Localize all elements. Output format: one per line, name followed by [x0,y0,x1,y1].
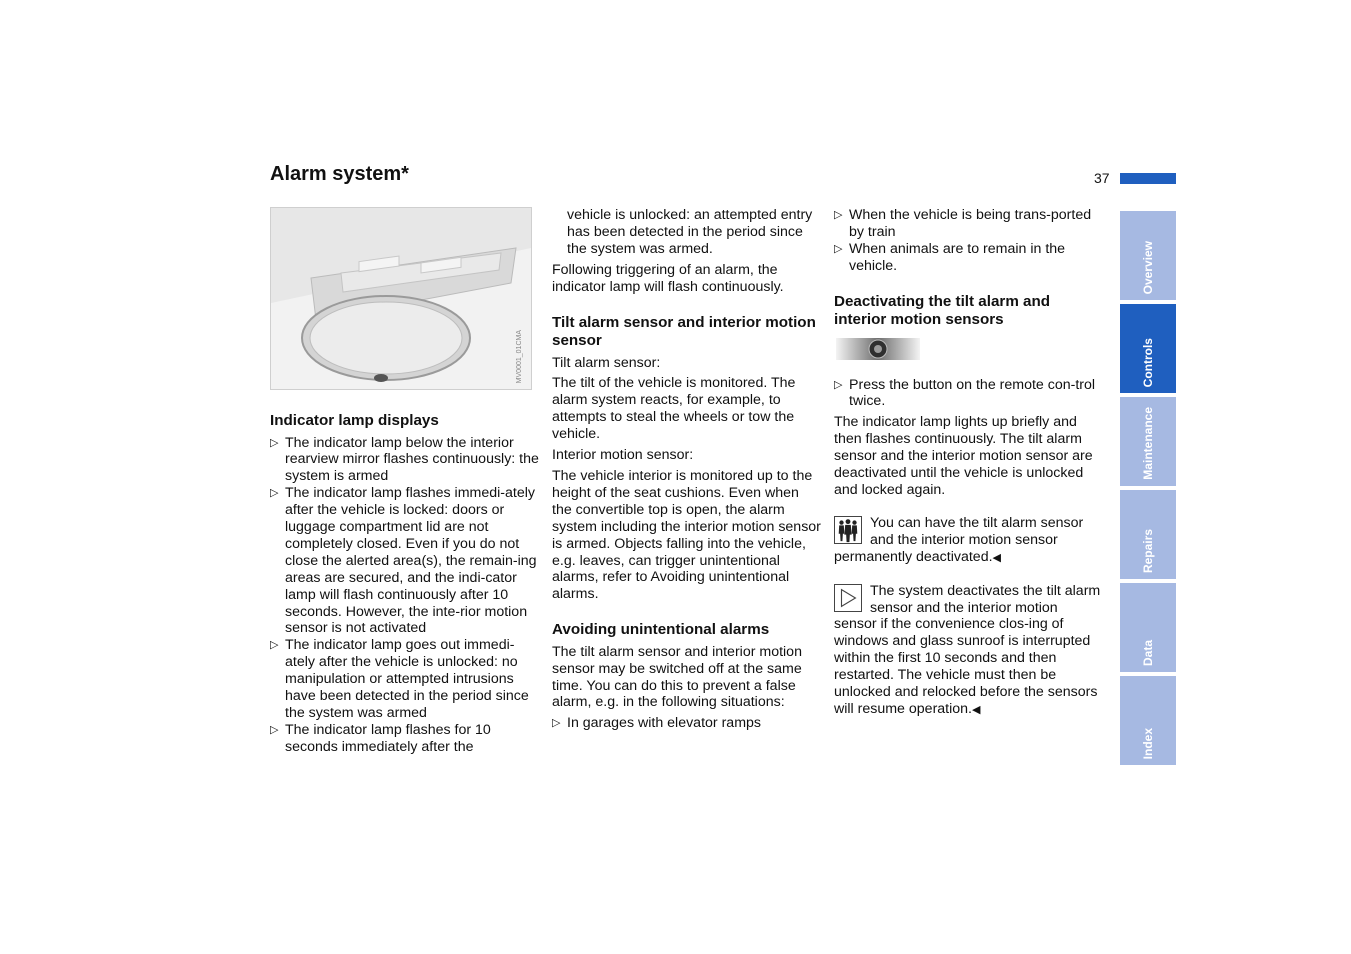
page-number-bar [1120,173,1176,184]
paragraph-tilt-sensor: The tilt of the vehicle is monitored. The alarm system reacts, for example, to attempts to steal the wheels or tow the vehicle. [552,375,796,443]
tab-data[interactable] [1120,583,1176,672]
tab-label: Maintenance [1141,407,1155,480]
rearview-mirror-illustration [270,207,532,390]
column-2 [552,207,822,736]
heading-tilt-alarm-sensor: Tilt alarm sensor and interior motion sensor [552,313,816,350]
figure-code: MV0001_01CMA [516,329,524,383]
list-item-continuation: vehicle is unlocked: an attempted entry has been detected in the period since the system was armed. [567,207,813,257]
page-number: 37 [1094,170,1110,186]
tab-label: Controls [1141,337,1155,387]
note-auto-deactivation [834,583,1104,719]
tilt-sensor-label: Tilt alarm sensor: [552,354,661,371]
page-title: Alarm system* [270,163,409,185]
list-item: ▷ When animals are to remain in the vehicle. [834,241,1104,275]
list-item: ▷ In garages with elevator ramps [552,715,822,732]
list-item: ▷ The indicator lamp flashes for 10 seconds immediately after the [270,722,540,756]
arrow-triangle-icon [834,584,862,612]
tab-overview[interactable] [1120,211,1176,300]
note-text: The system deactivates the tilt alarm sensor and the interior motion sensor if the convenience clos-ing of windows and glass sunroof is interrupted within the first 10 seconds and then restarted. The vehicle must then be unlocked and relocked before the sensors will resume operation. [834,582,1101,717]
list-item: ▷ Press the button on the remote con-trol twice. [834,377,1104,411]
mirror-figure-svg [271,208,531,389]
tab-label: Overview [1141,240,1155,294]
tab-label: Index [1141,727,1155,759]
note-permanent-deactivation [834,515,1104,567]
list-item: ▷ The indicator lamp goes out immedi-ately after the vehicle is unlocked: no manipulation or attempted intrusions have been detected in the period since the system was armed [270,637,540,722]
situations-list [834,207,1104,275]
tab-label: Repairs [1141,528,1155,573]
paragraph-motion-sensor: The vehicle interior is monitored up to the height of the seat cushions. Even when the convertible top is open, the alarm system including the interior motion sensor is armed. Objects falling into the vehicle, e.g. leaves, can trigger unintentional alarms, refer to Avoiding unintentional alarms. [552,467,821,603]
tab-index[interactable] [1120,676,1176,765]
column-3 [834,207,1104,719]
indicator-list [270,435,540,756]
remote-button-icon [836,338,920,360]
note-text: You can have the tilt alarm sensor and the interior motion sensor permanently deactivated. [834,514,1084,565]
end-mark-icon: ◀ [972,702,981,716]
tab-repairs[interactable] [1120,490,1176,579]
section-tabs [1120,211,1176,769]
people-icon [834,516,862,544]
tab-label: Data [1141,639,1155,666]
heading-avoiding-alarms: Avoiding unintentional alarms [552,621,770,639]
avoid-list [552,715,822,732]
paragraph-indicator-lights: The indicator lamp lights up briefly and then flashes continuously. The tilt alarm sensor and the interior motion sensor are deactivated until the vehicle is unlocked and locked again. [834,414,1093,498]
list-item: ▷ The indicator lamp flashes immedi-ately after the vehicle is locked: doors or luggage compartment lid are not completely closed. Even if you do not close the alerted area(s), the remain-ing areas are secured, and the indi-cator lamp will flash continuously after 10 seconds. However, the inte-rior motion sensor is not activated [270,485,540,637]
heading-indicator-lamp-displays: Indicator lamp displays [270,412,439,429]
list-item: ▷ The indicator lamp below the interior rearview mirror flashes continuously: the system is armed [270,435,540,486]
paragraph-following-trigger: Following triggering of an alarm, the indicator lamp will flash continuously. [552,261,784,295]
tab-maintenance[interactable] [1120,397,1176,486]
motion-sensor-label: Interior motion sensor: [552,447,694,464]
tab-controls[interactable] [1120,304,1176,393]
end-mark-icon: ◀ [992,550,1001,564]
press-list [834,377,1104,411]
column-1 [270,207,540,760]
heading-deactivating-sensors: Deactivating the tilt alarm and interior motion sensors [834,292,1051,329]
paragraph-avoiding-alarms: The tilt alarm sensor and interior motion sensor may be switched off at the same time. You can do this to prevent a false alarm, e.g. in the following situations: [552,643,802,711]
list-item: ▷ When the vehicle is being trans-ported by train [834,207,1104,241]
